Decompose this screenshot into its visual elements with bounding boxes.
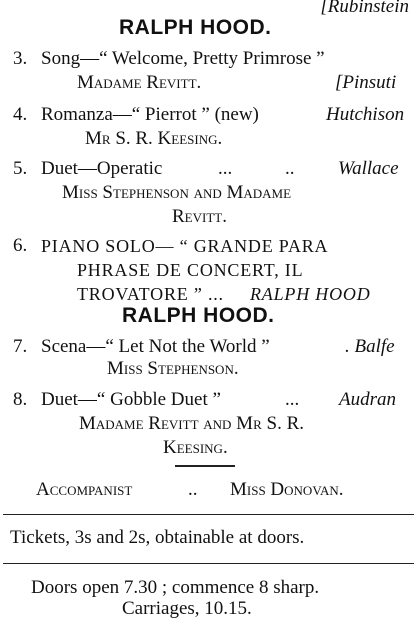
divider bbox=[3, 563, 414, 564]
item-number: 6. bbox=[13, 235, 28, 256]
item-title: Romanza—“ Pierrot ” (new) bbox=[41, 104, 259, 125]
performer-heading: RALPH HOOD. bbox=[119, 16, 272, 39]
divider bbox=[175, 465, 235, 467]
item-number: 5. bbox=[13, 158, 28, 179]
item-composer: Audran bbox=[339, 389, 396, 410]
item-dots: ... bbox=[285, 389, 300, 410]
item-performer: RALPH HOOD bbox=[250, 284, 371, 304]
accompanist-dots: .. bbox=[188, 479, 198, 500]
item-performer: Mr S. R. Keesing. bbox=[85, 128, 223, 149]
item-composer: Hutchison bbox=[326, 104, 405, 125]
item-title: Duet—“ Gobble Duet ” bbox=[41, 389, 221, 410]
item-title: PIANO SOLO— “ GRANDE PARA bbox=[41, 236, 329, 256]
item-title: Scena—“ Let Not the World ” bbox=[41, 336, 270, 357]
item-number: 7. bbox=[13, 336, 28, 357]
accompanist-name: Miss Donovan. bbox=[230, 479, 344, 500]
item-number: 4. bbox=[13, 104, 28, 125]
item-dots: .. bbox=[285, 158, 295, 179]
item-title: Duet—Operatic bbox=[41, 158, 163, 179]
item-composer: . Balfe bbox=[345, 336, 395, 357]
item-title-continued: TROVATORE ” ... bbox=[77, 284, 224, 304]
item-dots: ... bbox=[218, 158, 233, 179]
divider bbox=[3, 514, 414, 515]
item-composer: Wallace bbox=[338, 158, 399, 179]
item-performer: Miss Stephenson and Madame bbox=[62, 182, 292, 203]
top-composer-attribution: [Rubinstein bbox=[320, 0, 409, 17]
item-composer: [Pinsuti bbox=[335, 72, 397, 93]
item-title: Song—“ Welcome, Pretty Primrose ” bbox=[41, 48, 325, 69]
item-performer: Miss Stephenson. bbox=[107, 358, 239, 379]
item-number: 8. bbox=[13, 389, 28, 410]
item-title-continued: PHRASE DE CONCERT, IL bbox=[77, 260, 304, 280]
doors-notice: Doors open 7.30 ; commence 8 sharp. bbox=[31, 577, 320, 598]
item-performer-continued: Keesing. bbox=[163, 437, 228, 458]
accompanist-label: Accompanist bbox=[36, 479, 133, 500]
item-performer: Madame Revitt. bbox=[77, 72, 202, 93]
carriages-notice: Carriages, 10.15. bbox=[122, 598, 252, 619]
performer-heading: RALPH HOOD. bbox=[122, 304, 275, 327]
item-number: 3. bbox=[13, 48, 28, 69]
item-performer: Madame Revitt and Mr S. R. bbox=[79, 413, 304, 434]
item-performer-continued: Revitt. bbox=[172, 206, 227, 227]
tickets-notice: Tickets, 3s and 2s, obtainable at doors. bbox=[10, 527, 305, 548]
